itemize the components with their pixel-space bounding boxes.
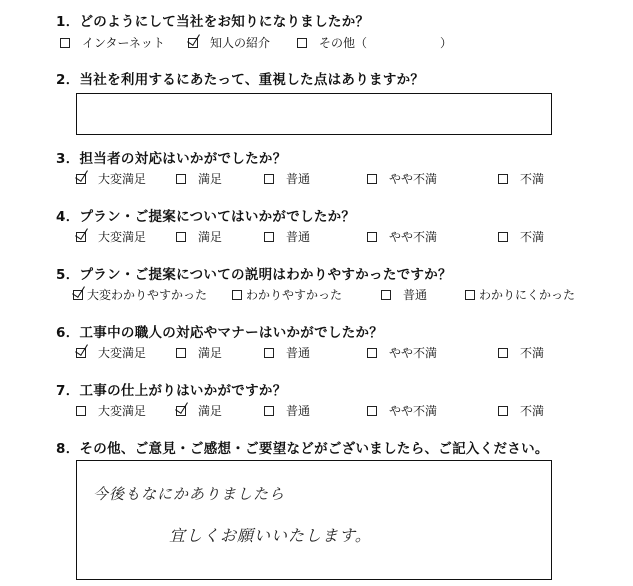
- checkbox[interactable]: [264, 232, 274, 242]
- checkbox[interactable]: [176, 232, 186, 242]
- checkbox-checked[interactable]: [76, 174, 86, 184]
- checkbox[interactable]: [232, 290, 242, 300]
- checkbox[interactable]: [367, 174, 377, 184]
- q3-option-dissatisfied[interactable]: 不満: [498, 172, 544, 186]
- q2-answer-box[interactable]: [76, 93, 552, 135]
- handwritten-line-2: 宜しくお願いいたします。: [169, 526, 372, 545]
- q4-option-normal[interactable]: 普通: [264, 230, 310, 244]
- question-4-label: 4．プラン・ご提案についてはいかがでしたか？: [56, 209, 356, 225]
- checkbox[interactable]: [76, 406, 86, 416]
- q1-option-internet[interactable]: インターネット: [60, 36, 165, 50]
- checkbox[interactable]: [297, 38, 307, 48]
- q3-option-somewhat-dissatisfied[interactable]: やや不満: [367, 172, 437, 186]
- q5-option-unclear[interactable]: わかりにくかった: [465, 288, 575, 302]
- q7-option-somewhat-dissatisfied[interactable]: やや不満: [367, 404, 437, 418]
- checkbox-checked[interactable]: [76, 348, 86, 358]
- checkbox[interactable]: [367, 406, 377, 416]
- q1-other-close-paren: ）: [440, 36, 453, 50]
- question-8-label: 8．その他、ご意見・ご感想・ご要望などがございましたら、ご記入ください。: [56, 441, 549, 457]
- checkbox[interactable]: [176, 348, 186, 358]
- q6-option-somewhat-dissatisfied[interactable]: やや不満: [367, 346, 437, 360]
- q7-option-satisfied[interactable]: 満足: [176, 404, 222, 418]
- q4-option-dissatisfied[interactable]: 不満: [498, 230, 544, 244]
- question-3-label: 3．担当者の対応はいかがでしたか？: [56, 151, 287, 167]
- q5-option-normal[interactable]: 普通: [381, 288, 427, 302]
- q6-option-satisfied[interactable]: 満足: [176, 346, 222, 360]
- checkbox[interactable]: [498, 232, 508, 242]
- checkbox[interactable]: [367, 232, 377, 242]
- checkbox[interactable]: [264, 174, 274, 184]
- handwritten-line-1: 今後もなにかありましたら: [93, 485, 286, 503]
- q7-option-dissatisfied[interactable]: 不満: [498, 404, 544, 418]
- q3-option-normal[interactable]: 普通: [264, 172, 310, 186]
- question-7-label: 7．工事の仕上がりはいかがですか？: [56, 383, 287, 399]
- q4-option-very-satisfied[interactable]: 大変満足: [76, 230, 146, 244]
- q5-option-clear[interactable]: わかりやすかった: [232, 288, 342, 302]
- checkbox[interactable]: [498, 174, 508, 184]
- q7-option-very-satisfied[interactable]: 大変満足: [76, 404, 146, 418]
- q1-option-referral[interactable]: 知人の紹介: [188, 36, 270, 50]
- checkbox-checked[interactable]: [73, 290, 83, 300]
- q6-option-dissatisfied[interactable]: 不満: [498, 346, 544, 360]
- question-1-label: 1．どのようにして当社をお知りになりましたか？: [56, 14, 370, 30]
- question-2-label: 2．当社を利用するにあたって、重視した点はありますか？: [56, 72, 425, 88]
- checkbox[interactable]: [176, 174, 186, 184]
- checkbox-checked[interactable]: [188, 38, 198, 48]
- checkbox[interactable]: [498, 348, 508, 358]
- checkbox[interactable]: [465, 290, 475, 300]
- q1-option-other[interactable]: その他（: [297, 36, 367, 50]
- q3-option-satisfied[interactable]: 満足: [176, 172, 222, 186]
- q6-option-normal[interactable]: 普通: [264, 346, 310, 360]
- q7-option-normal[interactable]: 普通: [264, 404, 310, 418]
- question-6-label: 6．工事中の職人の対応やマナーはいかがでしたか？: [56, 325, 384, 341]
- checkbox[interactable]: [60, 38, 70, 48]
- checkbox[interactable]: [381, 290, 391, 300]
- checkbox[interactable]: [264, 348, 274, 358]
- q4-option-somewhat-dissatisfied[interactable]: やや不満: [367, 230, 437, 244]
- q8-answer-box[interactable]: [76, 460, 552, 580]
- checkbox[interactable]: [264, 406, 274, 416]
- q3-option-very-satisfied[interactable]: 大変満足: [76, 172, 146, 186]
- checkbox-checked[interactable]: [76, 232, 86, 242]
- question-5-label: 5．プラン・ご提案についての説明はわかりやすかったですか？: [56, 267, 452, 283]
- q4-option-satisfied[interactable]: 満足: [176, 230, 222, 244]
- checkbox[interactable]: [498, 406, 508, 416]
- q5-option-very-clear[interactable]: 大変わかりやすかった: [73, 288, 207, 302]
- checkbox[interactable]: [367, 348, 377, 358]
- checkbox-checked[interactable]: [176, 406, 186, 416]
- q6-option-very-satisfied[interactable]: 大変満足: [76, 346, 146, 360]
